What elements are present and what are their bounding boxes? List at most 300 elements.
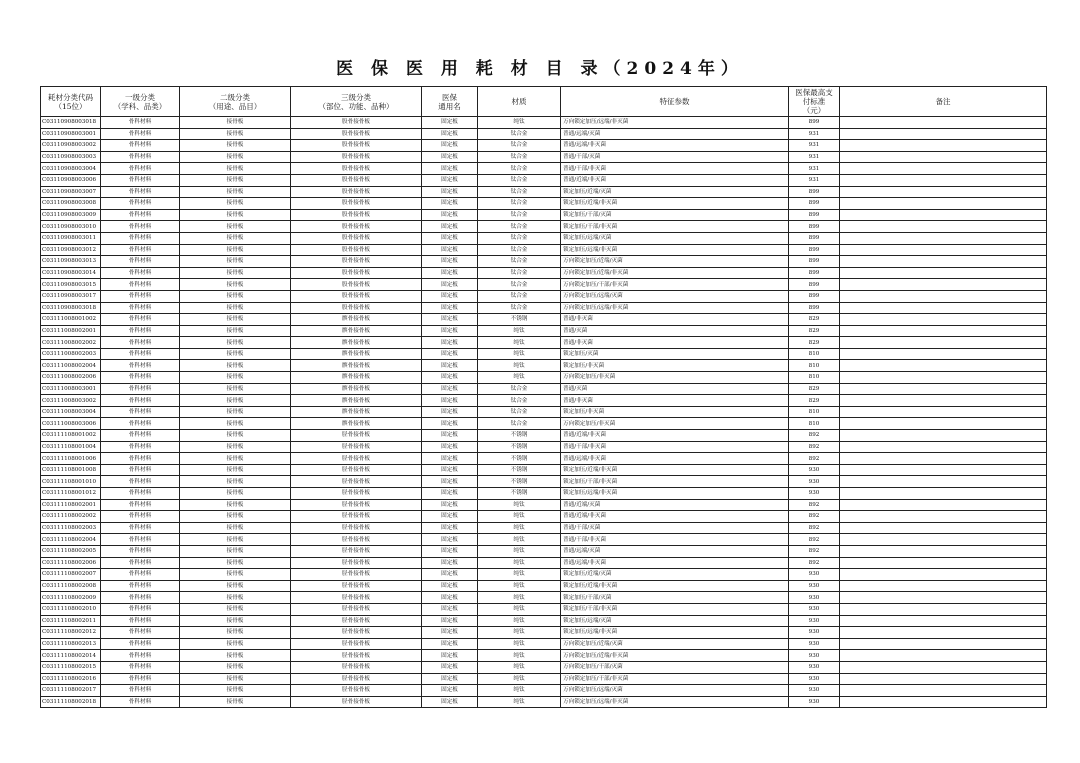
generic-name-cell: 固定板 (422, 209, 478, 221)
header-line: （15位） (54, 101, 87, 111)
remarks-cell (840, 557, 1047, 569)
level1-cell: 骨科材料 (101, 696, 180, 708)
material-cell: 钛合金 (478, 186, 561, 198)
remarks-cell (840, 290, 1047, 302)
level3-cell: 胫骨接骨板 (291, 685, 422, 697)
header-line: 备注 (935, 97, 951, 106)
features-cell: 万向锁定加压/远端/非灭菌 (561, 302, 789, 314)
level1-cell: 骨科材料 (101, 174, 180, 186)
generic-name-cell: 固定板 (422, 279, 478, 291)
price-cell: 930 (789, 464, 840, 476)
features-cell: 普通/远端/灭菌 (561, 545, 789, 557)
price-cell: 810 (789, 406, 840, 418)
price-cell: 810 (789, 360, 840, 372)
level1-cell: 骨科材料 (101, 522, 180, 534)
level3-cell: 胫骨接骨板 (291, 569, 422, 581)
table-row (41, 545, 1047, 557)
level1-cell: 骨科材料 (101, 545, 180, 557)
features-cell: 普通/干部/灭菌 (561, 522, 789, 534)
price-cell: 930 (789, 592, 840, 604)
price-cell: 829 (789, 383, 840, 395)
code-cell: C03111108001008 (41, 464, 101, 476)
material-cell: 不锈钢 (478, 453, 561, 465)
remarks-cell (840, 499, 1047, 511)
remarks-cell (840, 163, 1047, 175)
remarks-cell (840, 279, 1047, 291)
code-cell: C03111108002002 (41, 511, 101, 523)
header-material (478, 87, 561, 117)
level1-cell: 骨科材料 (101, 673, 180, 685)
level2-cell: 接骨板 (180, 383, 291, 395)
remarks-cell (840, 360, 1047, 372)
table-row (41, 140, 1047, 152)
level1-cell: 骨科材料 (101, 244, 180, 256)
price-cell: 930 (789, 569, 840, 581)
level3-cell: 胫骨接骨板 (291, 545, 422, 557)
level1-cell: 骨科材料 (101, 360, 180, 372)
features-cell: 普通/远端/非灭菌 (561, 453, 789, 465)
features-cell: 普通/干部/非灭菌 (561, 534, 789, 546)
table-row (41, 256, 1047, 268)
table-row (41, 499, 1047, 511)
code-cell: C03111008003001 (41, 383, 101, 395)
generic-name-cell: 固定板 (422, 302, 478, 314)
price-cell: 892 (789, 511, 840, 523)
level3-cell: 髌骨接骨板 (291, 348, 422, 360)
material-cell: 纯钛 (478, 117, 561, 129)
material-cell: 钛合金 (478, 290, 561, 302)
level2-cell: 接骨板 (180, 685, 291, 697)
generic-name-cell: 固定板 (422, 441, 478, 453)
code-cell: C03110908003011 (41, 232, 101, 244)
level2-cell: 接骨板 (180, 627, 291, 639)
table-row (41, 603, 1047, 615)
generic-name-cell: 固定板 (422, 453, 478, 465)
material-cell: 不锈钢 (478, 430, 561, 442)
code-cell: C03110908003004 (41, 163, 101, 175)
generic-name-cell: 固定板 (422, 569, 478, 581)
header-line: （元） (802, 106, 826, 115)
level1-cell: 骨科材料 (101, 557, 180, 569)
material-cell: 钛合金 (478, 232, 561, 244)
features-cell: 锁定加压/近端/非灭菌 (561, 198, 789, 210)
code-cell: C03110908003013 (41, 256, 101, 268)
remarks-cell (840, 267, 1047, 279)
remarks-cell (840, 221, 1047, 233)
price-cell: 899 (789, 186, 840, 198)
code-cell: C03110908003006 (41, 174, 101, 186)
remarks-cell (840, 430, 1047, 442)
level3-cell: 股骨接骨板 (291, 290, 422, 302)
generic-name-cell: 固定板 (422, 522, 478, 534)
level2-cell: 接骨板 (180, 232, 291, 244)
table-row (41, 128, 1047, 140)
level3-cell: 髌骨接骨板 (291, 383, 422, 395)
level1-cell: 骨科材料 (101, 140, 180, 152)
price-cell: 930 (789, 580, 840, 592)
material-cell: 纯钛 (478, 511, 561, 523)
price-cell: 931 (789, 140, 840, 152)
remarks-cell (840, 337, 1047, 349)
features-cell: 锁定加压/干部/灭菌 (561, 592, 789, 604)
table-row (41, 174, 1047, 186)
remarks-cell (840, 580, 1047, 592)
code-cell: C03111108002013 (41, 638, 101, 650)
remarks-cell (840, 244, 1047, 256)
header-line: 通用名 (438, 101, 461, 111)
level2-cell: 接骨板 (180, 198, 291, 210)
material-cell: 钛合金 (478, 256, 561, 268)
features-cell: 普通/非灭菌 (561, 395, 789, 407)
generic-name-cell: 固定板 (422, 430, 478, 442)
material-cell: 纯钛 (478, 499, 561, 511)
code-cell: C03111108002009 (41, 592, 101, 604)
generic-name-cell: 固定板 (422, 256, 478, 268)
price-cell: 931 (789, 174, 840, 186)
table-header (41, 87, 1047, 117)
features-cell: 万向锁定加压/近端/灭菌 (561, 638, 789, 650)
code-cell: C03111008002003 (41, 348, 101, 360)
code-cell: C03111108002016 (41, 673, 101, 685)
table-body (41, 117, 1047, 708)
features-cell: 锁定加压/灭菌 (561, 348, 789, 360)
code-cell: C03111008003006 (41, 418, 101, 430)
features-cell: 万向锁定加压/远端/灭菌 (561, 290, 789, 302)
level2-cell: 接骨板 (180, 569, 291, 581)
code-cell: C03111108002005 (41, 545, 101, 557)
level3-cell: 髌骨接骨板 (291, 406, 422, 418)
remarks-cell (840, 673, 1047, 685)
material-cell: 纯钛 (478, 650, 561, 662)
material-cell: 纯钛 (478, 372, 561, 384)
level1-cell: 骨科材料 (101, 661, 180, 673)
features-cell: 锁定加压/近端/非灭菌 (561, 580, 789, 592)
page-title: 医 保 医 用 耗 材 目 录（2024年） (336, 59, 744, 79)
table-row (41, 186, 1047, 198)
code-cell: C03111108002007 (41, 569, 101, 581)
material-cell: 纯钛 (478, 627, 561, 639)
price-cell: 930 (789, 696, 840, 708)
price-cell: 810 (789, 348, 840, 360)
level1-cell: 骨科材料 (101, 592, 180, 604)
level3-cell: 股骨接骨板 (291, 186, 422, 198)
features-cell: 锁定加压/非灭菌 (561, 360, 789, 372)
code-cell: C03111108002012 (41, 627, 101, 639)
code-cell: C03110908003010 (41, 221, 101, 233)
level1-cell: 骨科材料 (101, 117, 180, 129)
code-cell: C03111108002003 (41, 522, 101, 534)
code-cell: C03111108002008 (41, 580, 101, 592)
table-row (41, 430, 1047, 442)
level3-cell: 股骨接骨板 (291, 244, 422, 256)
generic-name-cell: 固定板 (422, 290, 478, 302)
table-row (41, 221, 1047, 233)
level1-cell: 骨科材料 (101, 406, 180, 418)
level3-cell: 髌骨接骨板 (291, 360, 422, 372)
generic-name-cell: 固定板 (422, 696, 478, 708)
price-cell: 930 (789, 673, 840, 685)
generic-name-cell: 固定板 (422, 360, 478, 372)
level3-cell: 股骨接骨板 (291, 279, 422, 291)
code-cell: C03111108001002 (41, 430, 101, 442)
level1-cell: 骨科材料 (101, 499, 180, 511)
level1-cell: 骨科材料 (101, 488, 180, 500)
table-row (41, 117, 1047, 129)
level1-cell: 骨科材料 (101, 395, 180, 407)
code-cell: C03110908003018 (41, 302, 101, 314)
features-cell: 锁定加压/远端/灭菌 (561, 232, 789, 244)
features-cell: 万向锁定加压/近端/非灭菌 (561, 650, 789, 662)
level1-cell: 骨科材料 (101, 325, 180, 337)
material-cell: 纯钛 (478, 696, 561, 708)
level2-cell: 接骨板 (180, 661, 291, 673)
material-cell: 不锈钢 (478, 464, 561, 476)
features-cell: 锁定加压/远端/非灭菌 (561, 244, 789, 256)
material-cell: 纯钛 (478, 522, 561, 534)
generic-name-cell: 固定板 (422, 174, 478, 186)
header-remarks (840, 87, 1047, 117)
level1-cell: 骨科材料 (101, 441, 180, 453)
table-row (41, 650, 1047, 662)
code-cell: C03110908003001 (41, 128, 101, 140)
price-cell: 892 (789, 453, 840, 465)
price-cell: 931 (789, 128, 840, 140)
price-cell: 899 (789, 267, 840, 279)
price-cell: 892 (789, 545, 840, 557)
remarks-cell (840, 464, 1047, 476)
table-row (41, 476, 1047, 488)
level3-cell: 股骨接骨板 (291, 267, 422, 279)
code-cell: C03111108002001 (41, 499, 101, 511)
table-row (41, 372, 1047, 384)
generic-name-cell: 固定板 (422, 406, 478, 418)
price-cell: 829 (789, 337, 840, 349)
features-cell: 普通/非灭菌 (561, 314, 789, 326)
table-row (41, 383, 1047, 395)
level2-cell: 接骨板 (180, 488, 291, 500)
generic-name-cell: 固定板 (422, 198, 478, 210)
material-cell: 纯钛 (478, 360, 561, 372)
level1-cell: 骨科材料 (101, 511, 180, 523)
table-row (41, 488, 1047, 500)
level1-cell: 骨科材料 (101, 267, 180, 279)
remarks-cell (840, 209, 1047, 221)
code-cell: C03110908003003 (41, 151, 101, 163)
level3-cell: 胫骨接骨板 (291, 696, 422, 708)
material-cell: 钛合金 (478, 244, 561, 256)
code-cell: C03111108002014 (41, 650, 101, 662)
level1-cell: 骨科材料 (101, 348, 180, 360)
level1-cell: 骨科材料 (101, 534, 180, 546)
table-row (41, 580, 1047, 592)
material-cell: 钛合金 (478, 174, 561, 186)
table-row (41, 325, 1047, 337)
level3-cell: 髌骨接骨板 (291, 418, 422, 430)
material-cell: 纯钛 (478, 348, 561, 360)
table-row (41, 406, 1047, 418)
level2-cell: 接骨板 (180, 337, 291, 349)
material-cell: 钛合金 (478, 406, 561, 418)
level3-cell: 胫骨接骨板 (291, 464, 422, 476)
features-cell: 普通/近端/非灭菌 (561, 511, 789, 523)
header-level1 (101, 87, 180, 117)
generic-name-cell: 固定板 (422, 557, 478, 569)
header-max-price (789, 87, 840, 117)
header-features (561, 87, 789, 117)
material-cell: 纯钛 (478, 580, 561, 592)
code-cell: C03111108001010 (41, 476, 101, 488)
generic-name-cell: 固定板 (422, 603, 478, 615)
material-cell: 不锈钢 (478, 488, 561, 500)
material-cell: 钛合金 (478, 128, 561, 140)
table-row (41, 314, 1047, 326)
generic-name-cell: 固定板 (422, 395, 478, 407)
features-cell: 普通/近端/非灭菌 (561, 174, 789, 186)
level3-cell: 胫骨接骨板 (291, 476, 422, 488)
generic-name-cell: 固定板 (422, 638, 478, 650)
remarks-cell (840, 186, 1047, 198)
remarks-cell (840, 232, 1047, 244)
remarks-cell (840, 638, 1047, 650)
header-line: （学科、品类） (113, 101, 167, 111)
remarks-cell (840, 453, 1047, 465)
level3-cell: 股骨接骨板 (291, 221, 422, 233)
table-row (41, 685, 1047, 697)
features-cell: 锁定加压/近端/灭菌 (561, 186, 789, 198)
features-cell: 普通/灭菌 (561, 383, 789, 395)
features-cell: 万向锁定加压/干部/非灭菌 (561, 279, 789, 291)
table-row (41, 522, 1047, 534)
price-cell: 810 (789, 418, 840, 430)
features-cell: 普通/远端/非灭菌 (561, 557, 789, 569)
material-cell: 纯钛 (478, 545, 561, 557)
level1-cell: 骨科材料 (101, 198, 180, 210)
generic-name-cell: 固定板 (422, 685, 478, 697)
features-cell: 万向锁定加压/近端/灭菌 (561, 256, 789, 268)
level1-cell: 骨科材料 (101, 314, 180, 326)
features-cell: 普通/干部/非灭菌 (561, 163, 789, 175)
material-cell: 纯钛 (478, 615, 561, 627)
level3-cell: 股骨接骨板 (291, 232, 422, 244)
level2-cell: 接骨板 (180, 117, 291, 129)
level3-cell: 胫骨接骨板 (291, 592, 422, 604)
table-row (41, 557, 1047, 569)
level3-cell: 髌骨接骨板 (291, 314, 422, 326)
level2-cell: 接骨板 (180, 406, 291, 418)
header-line: 医保最高支 (795, 88, 833, 97)
price-cell: 899 (789, 117, 840, 129)
level3-cell: 胫骨接骨板 (291, 627, 422, 639)
remarks-cell (840, 534, 1047, 546)
level1-cell: 骨科材料 (101, 290, 180, 302)
remarks-cell (840, 661, 1047, 673)
code-cell: C03111108002004 (41, 534, 101, 546)
level2-cell: 接骨板 (180, 580, 291, 592)
table-row (41, 511, 1047, 523)
level2-cell: 接骨板 (180, 673, 291, 685)
price-cell: 930 (789, 476, 840, 488)
price-cell: 899 (789, 290, 840, 302)
level2-cell: 接骨板 (180, 603, 291, 615)
features-cell: 普通/近端/灭菌 (561, 499, 789, 511)
header-level2 (180, 87, 291, 117)
level3-cell: 股骨接骨板 (291, 151, 422, 163)
remarks-cell (840, 615, 1047, 627)
features-cell: 锁定加压/远端/灭菌 (561, 615, 789, 627)
level1-cell: 骨科材料 (101, 279, 180, 291)
material-cell: 钛合金 (478, 383, 561, 395)
features-cell: 锁定加压/干部/非灭菌 (561, 476, 789, 488)
features-cell: 锁定加压/干部/非灭菌 (561, 603, 789, 615)
level1-cell: 骨科材料 (101, 430, 180, 442)
level2-cell: 接骨板 (180, 186, 291, 198)
level3-cell: 胫骨接骨板 (291, 580, 422, 592)
code-cell: C03111108001012 (41, 488, 101, 500)
level3-cell: 股骨接骨板 (291, 209, 422, 221)
level3-cell: 胫骨接骨板 (291, 453, 422, 465)
level1-cell: 骨科材料 (101, 453, 180, 465)
remarks-cell (840, 151, 1047, 163)
table-row (41, 569, 1047, 581)
remarks-cell (840, 650, 1047, 662)
material-cell: 钛合金 (478, 209, 561, 221)
code-cell: C03111008003004 (41, 406, 101, 418)
features-cell: 锁定加压/非灭菌 (561, 406, 789, 418)
level1-cell: 骨科材料 (101, 209, 180, 221)
price-cell: 892 (789, 430, 840, 442)
level2-cell: 接骨板 (180, 209, 291, 221)
features-cell: 锁定加压/干部/非灭菌 (561, 221, 789, 233)
generic-name-cell: 固定板 (422, 140, 478, 152)
price-cell: 930 (789, 603, 840, 615)
level1-cell: 骨科材料 (101, 372, 180, 384)
level2-cell: 接骨板 (180, 534, 291, 546)
remarks-cell (840, 696, 1047, 708)
level1-cell: 骨科材料 (101, 151, 180, 163)
level2-cell: 接骨板 (180, 325, 291, 337)
price-cell: 930 (789, 650, 840, 662)
level2-cell: 接骨板 (180, 696, 291, 708)
generic-name-cell: 固定板 (422, 534, 478, 546)
code-cell: C03110908003009 (41, 209, 101, 221)
material-cell: 钛合金 (478, 395, 561, 407)
remarks-cell (840, 511, 1047, 523)
material-cell: 钛合金 (478, 151, 561, 163)
table-row (41, 163, 1047, 175)
remarks-cell (840, 325, 1047, 337)
material-cell: 钛合金 (478, 140, 561, 152)
generic-name-cell: 固定板 (422, 348, 478, 360)
material-cell: 钛合金 (478, 163, 561, 175)
level1-cell: 骨科材料 (101, 256, 180, 268)
header-line: （部位、功能、品种） (318, 101, 394, 111)
header-row (41, 87, 1047, 117)
level2-cell: 接骨板 (180, 279, 291, 291)
material-cell: 钛合金 (478, 279, 561, 291)
remarks-cell (840, 372, 1047, 384)
header-level3 (291, 87, 422, 117)
level2-cell: 接骨板 (180, 163, 291, 175)
level1-cell: 骨科材料 (101, 383, 180, 395)
features-cell: 普通/灭菌 (561, 325, 789, 337)
code-cell: C03111108002015 (41, 661, 101, 673)
level1-cell: 骨科材料 (101, 464, 180, 476)
table-row (41, 592, 1047, 604)
level2-cell: 接骨板 (180, 499, 291, 511)
table-row (41, 453, 1047, 465)
level3-cell: 股骨接骨板 (291, 174, 422, 186)
material-cell: 不锈钢 (478, 314, 561, 326)
